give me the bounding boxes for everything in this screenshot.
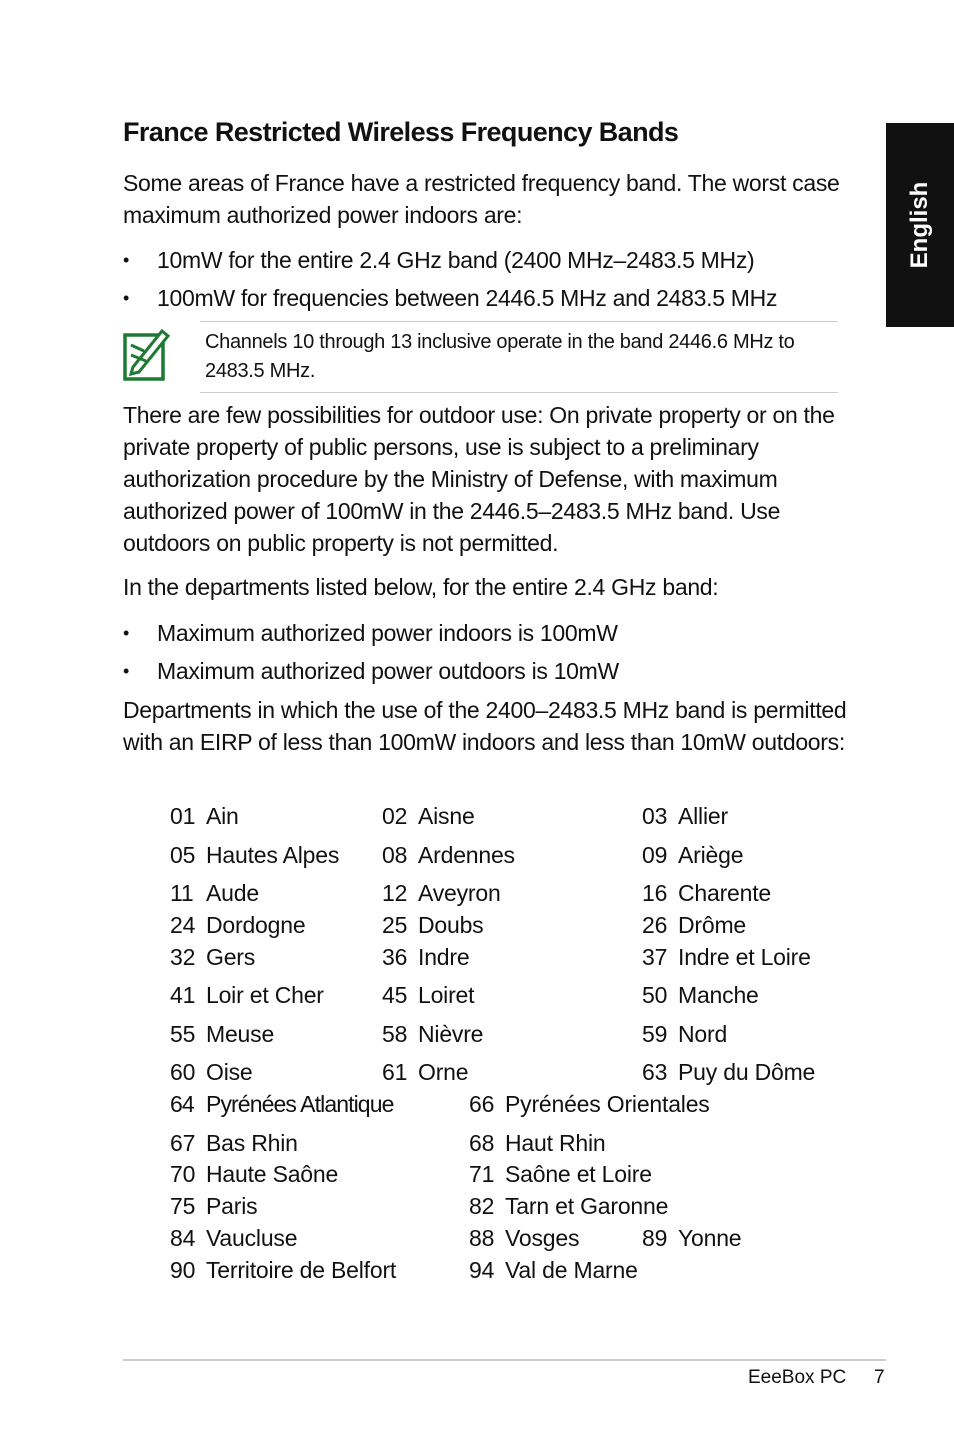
department-item: 64 Pyrénées Atlantique — [170, 1091, 394, 1117]
department-item: 67 Bas Rhin — [170, 1130, 298, 1156]
department-item: 66 Pyrénées Orientales — [469, 1091, 710, 1117]
footer-page-number: 7 — [874, 1367, 885, 1388]
intro-paragraph: Some areas of France have a restricted frequency band. The worst case maximum authorized power indoors are: — [123, 170, 840, 228]
department-item: 41 Loir et Cher — [170, 982, 324, 1008]
department-item: 60 Oise — [170, 1059, 253, 1085]
department-item: 01 Ain — [170, 803, 239, 829]
department-item: 45 Loiret — [382, 982, 475, 1008]
bullet-text: Maximum authorized power outdoors is 10mW — [157, 658, 619, 684]
page-title: France Restricted Wireless Frequency Bands — [123, 117, 679, 147]
language-tab — [886, 123, 954, 327]
department-item: 61 Orne — [382, 1059, 469, 1085]
department-item: 32 Gers — [170, 944, 256, 970]
department-item: 70 Haute Saône — [170, 1161, 339, 1187]
departments-paragraph: Departments in which the use of the 2400–2483.5 MHz band is permitted with an EIRP of less than 100mW indoors and less than 10mW outdoors: — [123, 697, 847, 755]
department-item: 08 Ardennes — [382, 842, 515, 868]
department-item: 84 Vaucluse — [170, 1225, 298, 1251]
department-item: 12 Aveyron — [382, 880, 501, 906]
department-item: 88 Vosges — [469, 1225, 580, 1251]
bullet-dot: • — [123, 661, 130, 681]
department-item: 94 Val de Marne — [469, 1257, 638, 1283]
department-item: 09 Ariège — [642, 842, 744, 868]
bullet-text: 10mW for the entire 2.4 GHz band (2400 MHz–2483.5 MHz) — [157, 247, 755, 273]
department-item: 68 Haut Rhin — [469, 1130, 606, 1156]
department-item: 89 Yonne — [642, 1225, 742, 1251]
bullet-dot: • — [123, 288, 130, 308]
department-item: 25 Doubs — [382, 912, 484, 938]
department-item: 90 Territoire de Belfort — [170, 1257, 397, 1283]
department-item: 82 Tarn et Garonne — [469, 1193, 669, 1219]
department-item: 50 Manche — [642, 982, 759, 1008]
department-item: 36 Indre — [382, 944, 470, 970]
department-item: 03 Allier — [642, 803, 728, 829]
departments-intro: In the departments listed below, for the entire 2.4 GHz band: — [123, 574, 719, 600]
note-pencil-icon — [122, 325, 172, 381]
department-item: 37 Indre et Loire — [642, 944, 811, 970]
department-item: 26 Drôme — [642, 912, 747, 938]
footer-product-name: EeeBox PC — [748, 1367, 847, 1388]
department-item: 24 Dordogne — [170, 912, 306, 938]
footer-divider — [123, 1359, 886, 1361]
note-box — [200, 321, 838, 393]
department-item: 58 Nièvre — [382, 1021, 484, 1047]
department-item: 11 Aude — [170, 880, 259, 906]
bullet-text: 100mW for frequencies between 2446.5 MHz and 2483.5 MHz — [157, 285, 778, 311]
department-item: 59 Nord — [642, 1021, 728, 1047]
department-item: 16 Charente — [642, 880, 772, 906]
bullet-text: Maximum authorized power indoors is 100mW — [157, 620, 618, 646]
outdoor-paragraph: There are few possibilities for outdoor use: On private property or on the private property of public persons, use is subject to a preliminary authorization procedure by the Ministry of Defense, with maximum authorized power of 100mW in the 2446.5–2483.5 MHz band. Use outdoors on public property is not permitted. — [123, 402, 835, 556]
department-item: 05 Hautes Alpes — [170, 842, 340, 868]
bullet-dot: • — [123, 250, 130, 270]
language-tab-label: English — [906, 181, 933, 269]
department-item: 63 Puy du Dôme — [642, 1059, 816, 1085]
bullet-dot: • — [123, 623, 130, 643]
department-item: 02 Aisne — [382, 803, 475, 829]
department-item: 75 Paris — [170, 1193, 258, 1219]
note-text: Channels 10 through 13 inclusive operate in the band 2446.6 MHz to 2483.5 MHz. — [205, 331, 795, 382]
department-item: 55 Meuse — [170, 1021, 275, 1047]
department-item: 71 Saône et Loire — [469, 1161, 652, 1187]
